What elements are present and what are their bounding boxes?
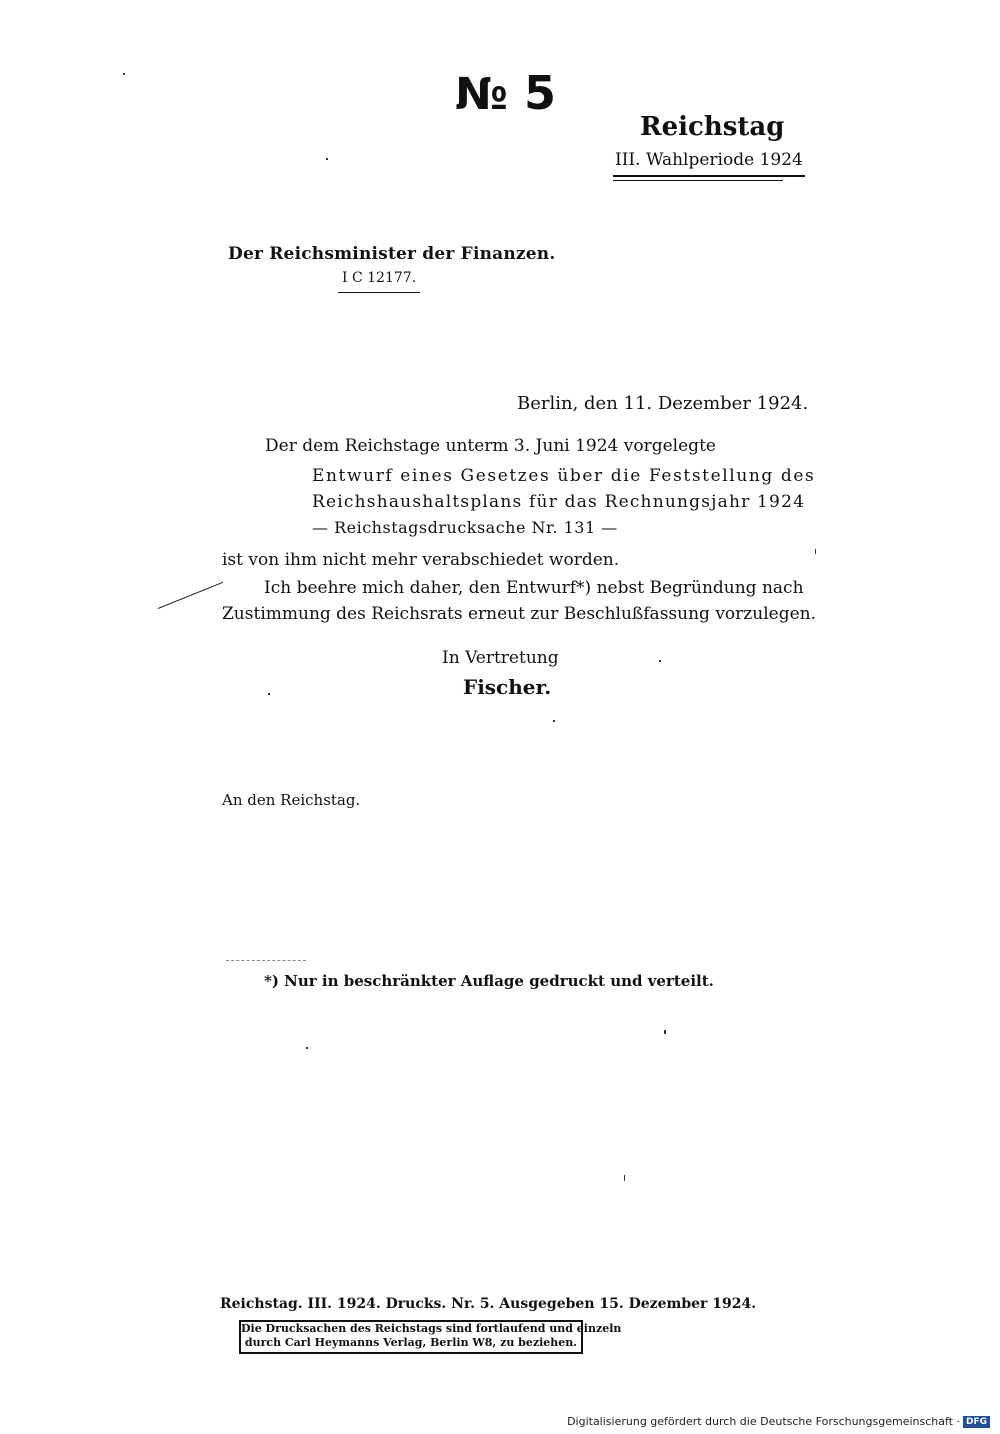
scan-speck xyxy=(659,660,661,662)
period-underline xyxy=(613,180,783,181)
distribution-line-2: durch Carl Heymanns Verlag, Berlin W8, zu beziehen. xyxy=(244,1336,578,1349)
document-number xyxy=(455,66,556,120)
letter-line-5: ist von ihm nicht mehr verabschiedet worden. xyxy=(222,550,620,570)
distribution-box xyxy=(239,1320,622,1354)
scan-speck xyxy=(624,1175,625,1181)
scan-speck xyxy=(326,158,328,160)
scan-speck xyxy=(306,1047,308,1049)
letter-line-4: — Reichstagsdrucksache Nr. 131 — xyxy=(312,518,618,537)
footnote-rule xyxy=(226,960,306,961)
scan-speck xyxy=(815,549,816,554)
letter-line-3: Reichshaushaltsplans für das Rechnungsjahr 1924 xyxy=(312,492,806,512)
scan-speck xyxy=(553,720,555,722)
dfg-logo-icon: DFG xyxy=(963,1416,990,1428)
scan-speck xyxy=(123,73,125,75)
distribution-line-1: Die Drucksachen des Reichstags sind fortlaufend und einzeln xyxy=(241,1322,622,1335)
scan-speck xyxy=(664,1030,666,1034)
digitization-credit xyxy=(567,1415,990,1428)
representation-note: In Vertretung xyxy=(442,648,559,668)
scan-speck xyxy=(268,693,270,695)
credit-text: Digitalisierung gefördert durch die Deutsche Forschungsgemeinschaft · xyxy=(567,1415,960,1428)
footnote: *) Nur in beschränkter Auflage gedruckt und verteilt. xyxy=(264,972,714,990)
letter-line-1: Der dem Reichstage unterm 3. Juni 1924 vorgelegte xyxy=(265,436,716,456)
margin-pen-stroke xyxy=(158,582,223,609)
letter-line-6: Ich beehre mich daher, den Entwurf*) nebst Begründung nach xyxy=(264,578,804,598)
letter-line-7: Zustimmung des Reichsrats erneut zur Beschlußfassung vorzulegen. xyxy=(222,604,816,624)
signature: Fischer. xyxy=(463,675,552,699)
number-sign: № xyxy=(455,69,508,120)
file-number: I C 12177. xyxy=(338,270,420,293)
imprint-line: Reichstag. III. 1924. Drucks. Nr. 5. Ausgegeben 15. Dezember 1924. xyxy=(220,1296,757,1312)
addressee: An den Reichstag. xyxy=(222,791,361,809)
number-value: 5 xyxy=(523,66,556,120)
place-date: Berlin, den 11. Dezember 1924. xyxy=(517,393,809,414)
legislative-period: III. Wahlperiode 1924 xyxy=(613,150,805,177)
letter-line-2: Entwurf eines Gesetzes über die Feststellung des xyxy=(312,466,816,486)
institution-title: Reichstag xyxy=(640,112,785,142)
ministry-heading: Der Reichsminister der Finanzen. xyxy=(228,244,556,264)
